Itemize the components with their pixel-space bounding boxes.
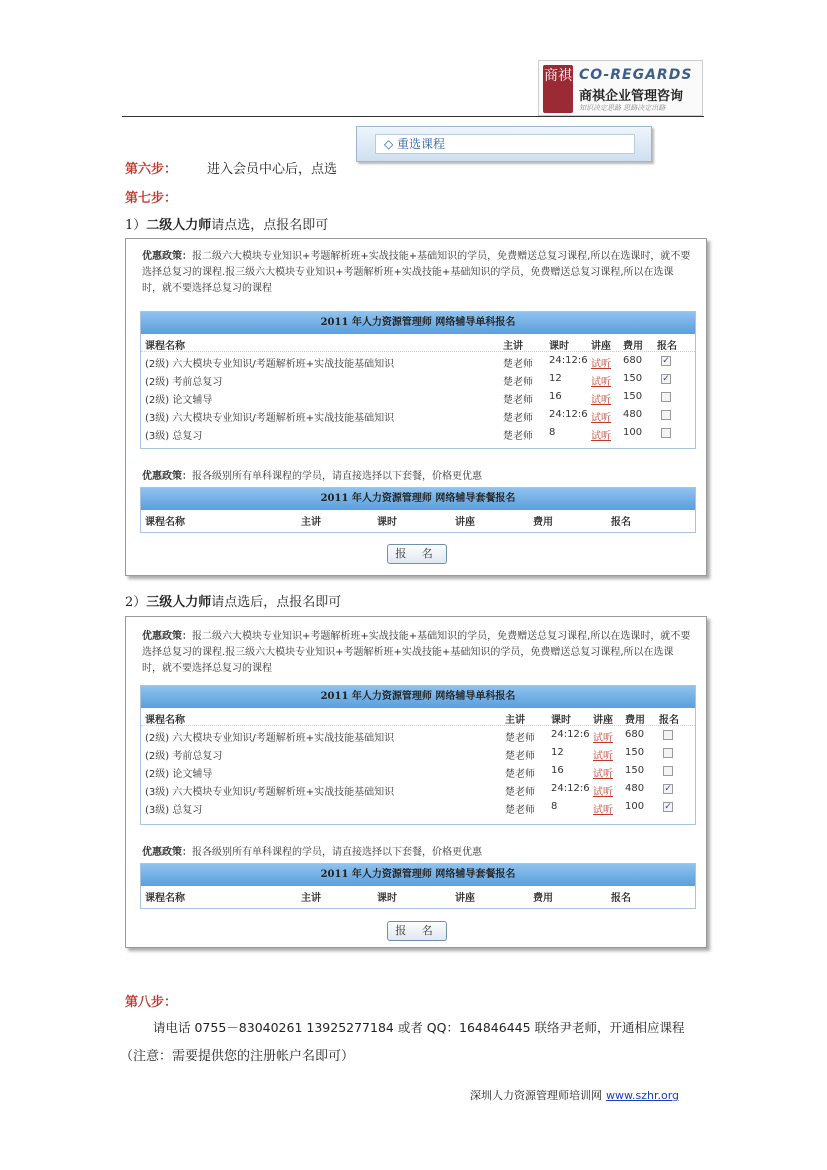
course-hours: 8 xyxy=(551,801,558,812)
enroll-checkbox[interactable] xyxy=(663,730,673,740)
course-fee: 150 xyxy=(623,373,643,384)
single-course-table xyxy=(140,311,696,449)
course-fee: 150 xyxy=(625,747,645,758)
footer-site-name: 深圳人力资源管理师培训网 xyxy=(470,1089,602,1102)
course-fee: 100 xyxy=(623,427,643,438)
trial-link[interactable]: 试听 xyxy=(593,787,613,798)
col-hours: 课时 xyxy=(549,341,569,352)
single-table-title: 2011 年人力资源管理师 网络辅导单科报名 xyxy=(141,686,695,708)
package-table xyxy=(140,487,696,533)
item1-suffix: 请点选，点报名即可 xyxy=(211,218,329,233)
course-name: (2级) 论文辅导 xyxy=(145,769,213,780)
course-teacher: 楚老师 xyxy=(505,805,535,816)
logo-seal: 商祺 xyxy=(543,65,573,113)
col-hours: 课时 xyxy=(377,893,397,904)
package-table-title: 2011 年人力资源管理师 网络辅导套餐报名 xyxy=(141,864,695,886)
header-divider xyxy=(122,116,704,117)
table-row xyxy=(141,352,695,370)
course-hours: 16 xyxy=(549,391,562,402)
trial-link[interactable]: 试听 xyxy=(593,805,613,816)
package-table-title: 2011 年人力资源管理师 网络辅导套餐报名 xyxy=(141,488,695,510)
course-fee: 680 xyxy=(625,729,645,740)
item2-bold: 三级人力师 xyxy=(146,595,212,610)
step6-label: 第六步： xyxy=(125,162,178,177)
enroll-checkbox[interactable] xyxy=(663,766,673,776)
col-teacher: 主讲 xyxy=(301,893,321,904)
footer-url-link[interactable]: www.szhr.org xyxy=(606,1089,680,1102)
enroll-checkbox[interactable]: ✓ xyxy=(664,802,672,812)
col-teacher: 主讲 xyxy=(503,341,523,352)
enroll-checkbox[interactable] xyxy=(661,428,671,438)
col-enroll: 报名 xyxy=(611,517,631,528)
col-fee: 费用 xyxy=(623,341,643,352)
single-table-title: 2011 年人力资源管理师 网络辅导单科报名 xyxy=(141,312,695,334)
course-teacher: 楚老师 xyxy=(505,733,535,744)
logo-english-name: CO-REGARDS xyxy=(579,67,693,83)
col-teacher: 主讲 xyxy=(505,715,525,726)
table-row xyxy=(141,406,695,424)
policy-label: 优惠政策： xyxy=(142,847,192,858)
table-row xyxy=(141,388,695,406)
trial-link[interactable]: 试听 xyxy=(593,733,613,744)
table-header-row xyxy=(141,708,695,726)
course-fee: 680 xyxy=(623,355,643,366)
trial-link[interactable]: 试听 xyxy=(591,431,611,442)
course-hours: 24:12:6 xyxy=(551,729,590,740)
item2-prefix: 2） xyxy=(125,595,147,610)
package-header-row xyxy=(141,886,695,906)
course-name: (2级) 论文辅导 xyxy=(145,395,213,406)
col-fee: 费用 xyxy=(533,893,553,904)
enroll-panel-level2 xyxy=(125,238,707,576)
col-enroll: 报名 xyxy=(657,341,677,352)
course-hours: 24:12:6 xyxy=(549,355,588,366)
table-row xyxy=(141,424,695,442)
policy-text: 报二级六大模块专业知识+考题解析班+实战技能+基础知识的学员，免费赠送总复习课程,所以在选课时，就不要选择总复习的课程.报三级六大模块专业知识+考题解析班+实战技能+基础知识的学员，免费赠送总复习课程,所以在选课时，就不要选择总复习的课程 xyxy=(142,251,691,294)
package-table xyxy=(140,863,696,909)
course-name: (3级) 六大模块专业知识/考题解析班+实战技能基础知识 xyxy=(145,413,395,424)
policy-text: 报二级六大模块专业知识+考题解析班+实战技能+基础知识的学员，免费赠送总复习课程,所以在选课时，就不要选择总复习的课程.报三级六大模块专业知识+考题解析班+实战技能+基础知识的学员，免费赠送总复习课程,所以在选课时，就不要选择总复习的课程 xyxy=(142,631,691,674)
course-hours: 16 xyxy=(551,765,564,776)
enroll-checkbox[interactable]: ✓ xyxy=(662,356,670,366)
policy-label: 优惠政策： xyxy=(142,631,192,642)
trial-link[interactable]: 试听 xyxy=(593,751,613,762)
policy-label: 优惠政策： xyxy=(142,251,192,262)
course-name: (2级) 六大模块专业知识/考题解析班+实战技能基础知识 xyxy=(145,733,395,744)
reselect-course-label: ◇ 重选课程 xyxy=(375,134,635,154)
col-enroll: 报名 xyxy=(611,893,631,904)
item1-bold: 二级人力师 xyxy=(146,218,212,233)
policy-single xyxy=(142,629,692,677)
trial-link[interactable]: 试听 xyxy=(591,377,611,388)
course-name: (3级) 总复习 xyxy=(145,431,203,442)
step6-text: 进入会员中心后，点选 xyxy=(207,162,338,177)
enroll-submit-button[interactable]: 报 名 xyxy=(387,921,447,941)
table-row xyxy=(141,726,695,744)
policy-label: 优惠政策： xyxy=(142,471,192,482)
enroll-checkbox[interactable] xyxy=(661,392,671,402)
enroll-panel-level3 xyxy=(125,616,707,948)
table-row xyxy=(141,762,695,780)
course-name: (2级) 考前总复习 xyxy=(145,377,223,388)
item2-suffix: 请点选后，点报名即可 xyxy=(211,595,342,610)
col-lecture: 讲座 xyxy=(593,715,613,726)
policy-text: 报各级别所有单科课程的学员，请直接选择以下套餐，价格更优惠 xyxy=(192,471,482,482)
course-teacher: 楚老师 xyxy=(503,359,533,370)
course-teacher: 楚老师 xyxy=(505,769,535,780)
policy-text: 报各级别所有单科课程的学员，请直接选择以下套餐，价格更优惠 xyxy=(192,847,482,858)
enroll-submit-button[interactable]: 报 名 xyxy=(387,544,447,564)
col-teacher: 主讲 xyxy=(301,517,321,528)
course-teacher: 楚老师 xyxy=(503,377,533,388)
table-row xyxy=(141,370,695,388)
logo-slogan: 知识决定思路 思路决定出路 xyxy=(579,104,666,112)
item1-prefix: 1） xyxy=(125,218,147,233)
enroll-checkbox[interactable]: ✓ xyxy=(664,784,672,794)
step7-item2 xyxy=(125,591,341,610)
col-lecture: 讲座 xyxy=(591,341,611,352)
trial-link[interactable]: 试听 xyxy=(593,769,613,780)
step7-label: 第七步： xyxy=(125,191,178,206)
table-row xyxy=(141,780,695,798)
footer xyxy=(470,1087,679,1103)
course-hours: 12 xyxy=(551,747,564,758)
trial-link[interactable]: 试听 xyxy=(591,395,611,406)
col-hours: 课时 xyxy=(551,715,571,726)
col-name: 课程名称 xyxy=(145,715,185,726)
course-teacher: 楚老师 xyxy=(503,431,533,442)
policy-package xyxy=(142,467,692,482)
col-fee: 费用 xyxy=(533,517,553,528)
col-hours: 课时 xyxy=(377,517,397,528)
course-name: (3级) 六大模块专业知识/考题解析班+实战技能基础知识 xyxy=(145,787,395,798)
col-enroll: 报名 xyxy=(659,715,679,726)
step8-label: 第八步： xyxy=(125,995,178,1010)
step7-item1 xyxy=(125,214,328,233)
reselect-course-button-screenshot xyxy=(356,126,652,162)
policy-package xyxy=(142,843,692,858)
course-name: (3级) 总复习 xyxy=(145,805,203,816)
trial-link[interactable]: 试听 xyxy=(591,359,611,370)
course-hours: 8 xyxy=(549,427,556,438)
course-name: (2级) 考前总复习 xyxy=(145,751,223,762)
col-name: 课程名称 xyxy=(145,517,185,528)
col-name: 课程名称 xyxy=(145,893,185,904)
course-fee: 150 xyxy=(625,765,645,776)
course-teacher: 楚老师 xyxy=(505,751,535,762)
col-lecture: 讲座 xyxy=(455,893,475,904)
course-fee: 480 xyxy=(623,409,643,420)
course-teacher: 楚老师 xyxy=(505,787,535,798)
enroll-checkbox[interactable] xyxy=(663,748,673,758)
col-fee: 费用 xyxy=(625,715,645,726)
course-teacher: 楚老师 xyxy=(503,395,533,406)
trial-link[interactable]: 试听 xyxy=(591,413,611,424)
enroll-checkbox[interactable]: ✓ xyxy=(662,374,670,384)
table-header-row xyxy=(141,334,695,352)
course-name: (2级) 六大模块专业知识/考题解析班+实战技能基础知识 xyxy=(145,359,395,370)
course-hours: 24:12:6 xyxy=(551,783,590,794)
table-row xyxy=(141,744,695,762)
col-name: 课程名称 xyxy=(145,341,185,352)
enroll-checkbox[interactable] xyxy=(661,410,671,420)
company-logo xyxy=(538,60,703,116)
course-fee: 480 xyxy=(625,783,645,794)
table-row xyxy=(141,798,695,816)
single-course-table xyxy=(140,685,696,825)
course-hours: 12 xyxy=(549,373,562,384)
step8-line1: 请电话 0755－83040261 13925277184 或者 QQ：164846445 联络尹老师，开通相应课程 xyxy=(153,1020,685,1035)
course-fee: 150 xyxy=(623,391,643,402)
policy-single xyxy=(142,249,692,297)
package-header-row xyxy=(141,510,695,530)
logo-chinese-name: 商祺企业管理咨询 xyxy=(579,89,684,104)
col-lecture: 讲座 xyxy=(455,517,475,528)
course-teacher: 楚老师 xyxy=(503,413,533,424)
step8-line2: （注意：需要提供您的注册帐户名即可） xyxy=(120,1049,355,1064)
course-hours: 24:12:6 xyxy=(549,409,588,420)
course-fee: 100 xyxy=(625,801,645,812)
